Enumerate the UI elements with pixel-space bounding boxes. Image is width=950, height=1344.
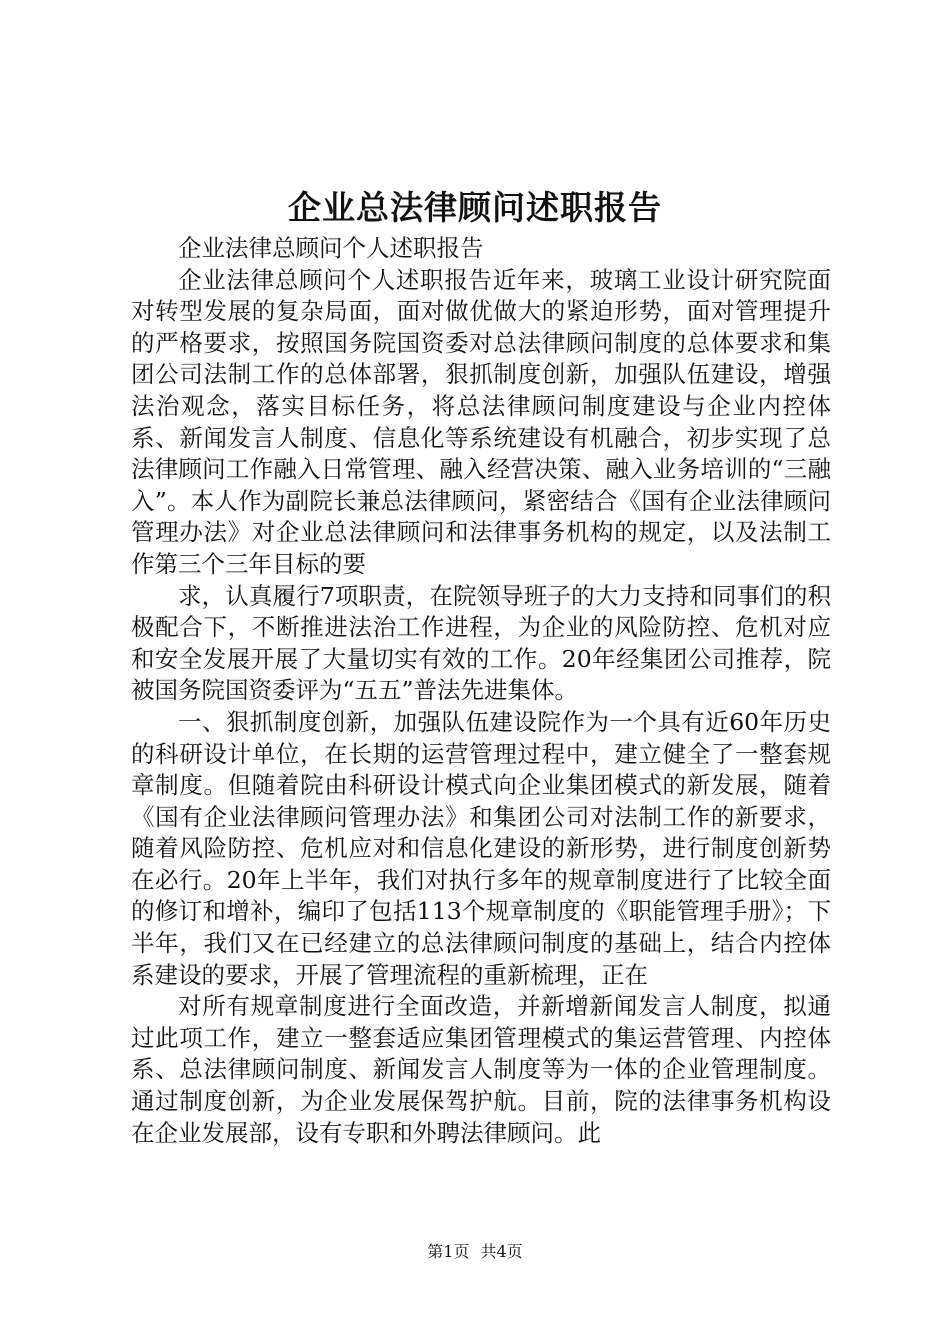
paragraph-subtitle: 企业法律总顾问个人述职报告 xyxy=(178,234,484,262)
page-total: 共4页 xyxy=(480,1242,523,1261)
page-footer xyxy=(0,1241,950,1263)
paragraph-section-one: 一、狠抓制度创新，加强队伍建设院作为一个具有近60年历史的科研设计单位，在长期的运营管理过程中，建立健全了一整套规章制度。但随着院由科研设计模式向企业集团模式的新发展，随着《国有企业法律顾问管理办法》和集团公司对法制工作的新要求，随着风险防控、危机应对和信息化建设的新形势，进行制度创新势在必行。20年上半年，我们对执行多年的规章制度进行了比较全面的修订和增补，编印了包括113个规章制度的《职能管理手册》；下半年，我们又在已经建立的总法律顾问制度的基础上，结合内控体系建设的要求，开展了管理流程的重新梳理，正在 xyxy=(131,707,831,989)
paragraph-reform: 对所有规章制度进行全面改造，并新增新闻发言人制度，拟通过此项工作，建立一整套适应集团管理模式的集运营管理、内控体系、总法律顾问制度、新闻发言人制度等为一体的企业管理制度。通过制度创新，为企业发展保驾护航。目前，院的法律事务机构设在企业发展部，设有专职和外聘法律顾问。此 xyxy=(131,992,831,1147)
document-body xyxy=(131,233,831,1149)
document-title: 企业总法律顾问述职报告 xyxy=(288,188,662,227)
page-number: 第1页 xyxy=(427,1242,470,1261)
paragraph-intro: 企业法律总顾问个人述职报告近年来，玻璃工业设计研究院面对转型发展的复杂局面，面对做优做大的紧迫形势，面对管理提升的严格要求，按照国务院国资委对总法律顾问制度的总体要求和集团公司法制工作的总体部署，狠抓制度创新，加强队伍建设，增强法治观念，落实目标任务，将总法律顾问制度建设与企业内控体系、新闻发言人制度、信息化等系统建设有机融合，初步实现了总法律顾问工作融入日常管理、融入经营决策、融入业务培训的“三融入”。本人作为副院长兼总法律顾问，紧密结合《国有企业法律顾问管理办法》对企业总法律顾问和法律事务机构的规定，以及法制工作第三个三年目标的要 xyxy=(131,265,831,578)
paragraph-duties: 求，认真履行7项职责，在院领导班子的大力支持和同事们的积极配合下，不断推进法治工作进程，为企业的风险防控、危机对应和安全发展开展了大量切实有效的工作。20年经集团公司推荐，院被国务院国资委评为“五五”普法先进集体。 xyxy=(131,581,831,705)
